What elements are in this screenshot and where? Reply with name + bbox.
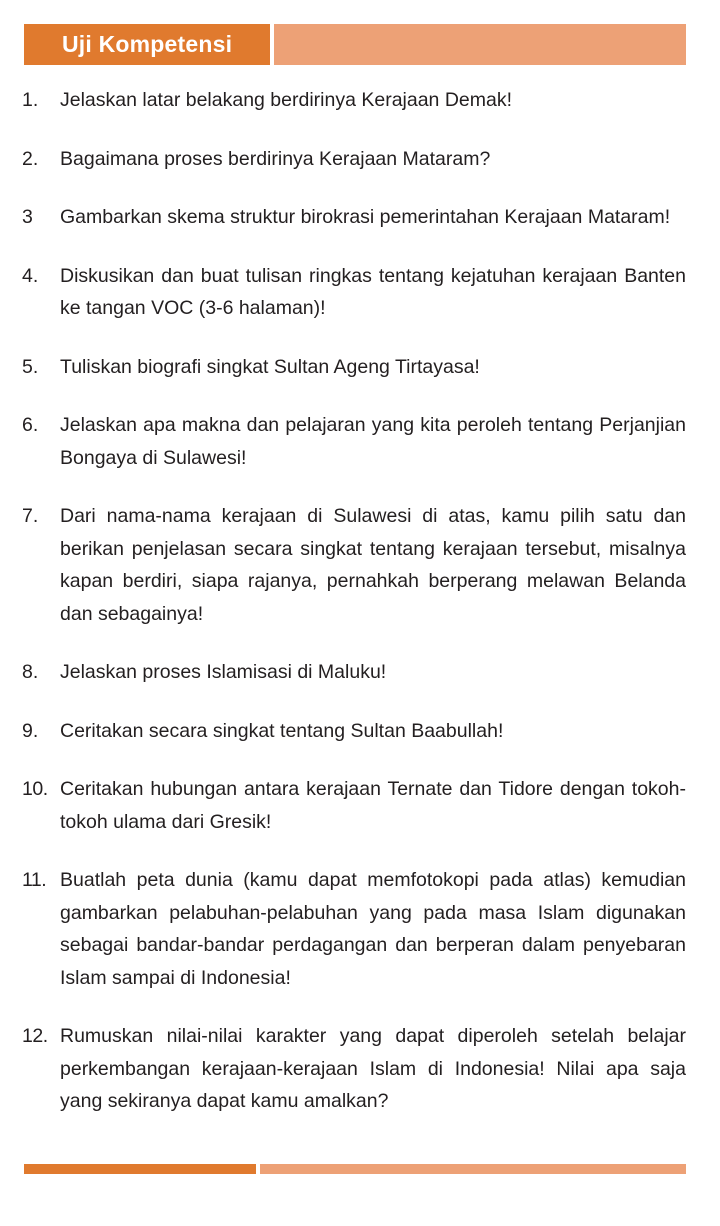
question-item-2 xyxy=(22,143,686,176)
question-list xyxy=(22,84,686,1144)
question-text: Bagaimana proses berdirinya Kerajaan Mataram? xyxy=(60,147,491,170)
question-item-11 xyxy=(22,864,686,994)
question-item-4 xyxy=(22,260,686,325)
question-number: 5. xyxy=(22,355,39,378)
question-item-9 xyxy=(22,715,686,748)
footer-bar-dark xyxy=(24,1164,256,1174)
question-number: 6. xyxy=(22,414,39,436)
footer-divider xyxy=(24,1164,686,1174)
question-item-3 xyxy=(22,201,686,234)
question-item-7 xyxy=(22,500,686,630)
header-decorative-bar xyxy=(274,24,686,65)
section-title: Uji Kompetensi xyxy=(24,24,270,65)
question-number: 10. xyxy=(22,778,48,800)
question-item-1 xyxy=(22,84,686,117)
question-text: Diskusikan dan buat tulisan ringkas tentang kejatuhan kerajaan Banten ke tangan VOC (3-6 halaman)! xyxy=(60,264,686,319)
question-number: 11. xyxy=(22,869,47,891)
question-item-12 xyxy=(22,1020,686,1118)
question-text: Jelaskan proses Islamisasi di Maluku! xyxy=(60,661,387,683)
question-item-8 xyxy=(22,656,686,689)
question-number: 12. xyxy=(22,1025,48,1047)
question-text: Dari nama-nama kerajaan di Sulawesi di atas, kamu pilih satu dan berikan penjelasan secara singkat tentang kerajaan tersebut, misalnya kapan berdiri, siapa rajanya, pernahkah berperang melawan Belanda dan sebagainya! xyxy=(60,505,686,625)
question-number: 9. xyxy=(22,719,39,742)
question-text: Gambarkan skema struktur birokrasi pemerintahan Kerajaan Mataram! xyxy=(60,206,671,228)
question-text: Rumuskan nilai-nilai karakter yang dapat diperoleh setelah belajar perkembangan kerajaan-kerajaan Islam di Indonesia! Nilai apa saja yang sekiranya dapat kamu amalkan? xyxy=(60,1025,686,1112)
question-number: 3 xyxy=(22,206,33,228)
question-item-10 xyxy=(22,773,686,838)
question-text: Jelaskan latar belakang berdirinya Kerajaan Demak! xyxy=(60,89,513,111)
question-number: 1. xyxy=(22,89,39,111)
question-text: Tuliskan biografi singkat Sultan Ageng Tirtayasa! xyxy=(60,355,480,378)
question-item-5 xyxy=(22,351,686,384)
question-text: Buatlah peta dunia (kamu dapat memfotokopi pada atlas) kemudian gambarkan pelabuhan-pelabuhan yang pada masa Islam digunakan sebagai bandar-bandar perdagangan dan berperan dalam penyebaran Islam sampai di Indonesia! xyxy=(60,869,686,989)
question-text: Ceritakan hubungan antara kerajaan Ternate dan Tidore dengan tokoh-tokoh ulama dari Gresik! xyxy=(60,778,686,833)
question-number: 8. xyxy=(22,661,39,683)
question-number: 7. xyxy=(22,505,39,527)
question-number: 4. xyxy=(22,264,39,287)
question-number: 2. xyxy=(22,147,39,170)
footer-bar-light xyxy=(260,1164,686,1174)
section-header xyxy=(24,24,686,65)
question-text: Ceritakan secara singkat tentang Sultan Baabullah! xyxy=(60,719,504,742)
question-text: Jelaskan apa makna dan pelajaran yang kita peroleh tentang Perjanjian Bongaya di Sulawesi! xyxy=(60,414,686,469)
question-item-6 xyxy=(22,409,686,474)
